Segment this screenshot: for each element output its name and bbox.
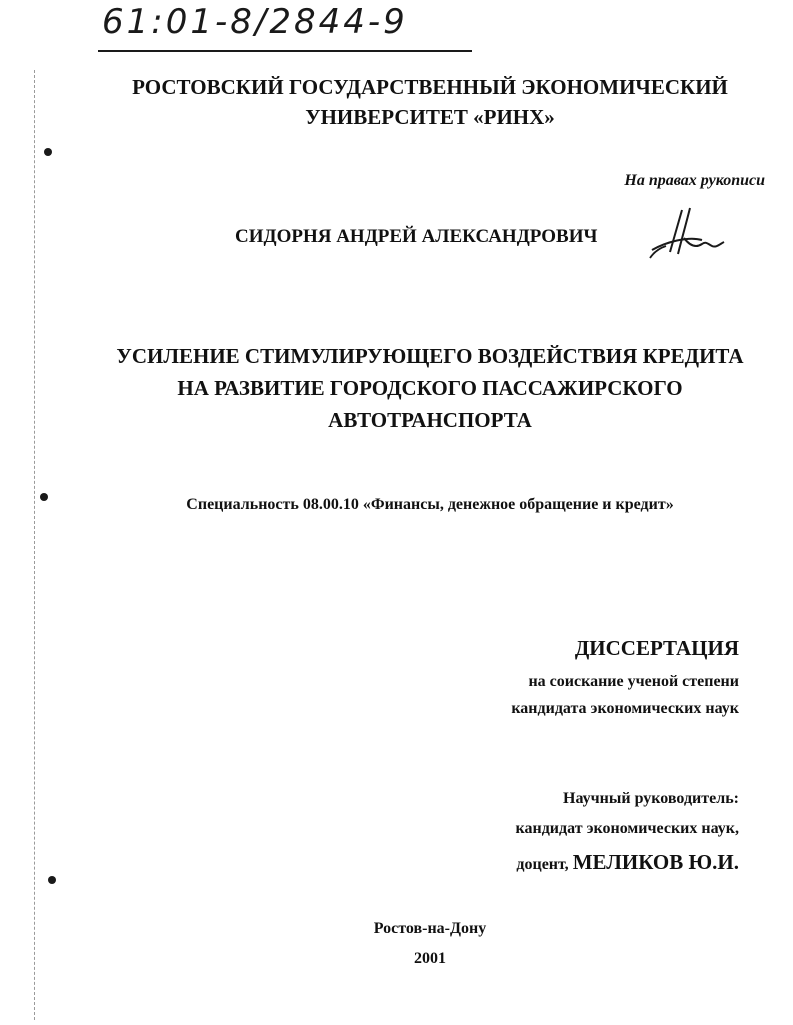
author-signature — [644, 206, 728, 264]
scan-edge-line — [34, 70, 35, 1020]
manuscript-note: На правах рукописи — [624, 172, 765, 189]
city: Ростов-на-Дону — [373, 920, 487, 937]
advisor-title: доцент, — [516, 856, 569, 873]
title-line: НА РАЗВИТИЕ ГОРОДСКОГО ПАССАЖИРСКОГО — [177, 376, 683, 400]
university-name — [0, 72, 793, 132]
advisor-surname: МЕЛИКОВ Ю.И. — [572, 850, 739, 874]
archive-number-underline — [98, 50, 472, 52]
title-line: УСИЛЕНИЕ СТИМУЛИРУЮЩЕГО ВОЗДЕЙСТВИЯ КРЕДИТА — [116, 344, 744, 368]
dissertation-title — [0, 340, 793, 436]
advisor-name — [516, 850, 739, 875]
binding-hole-mark — [48, 876, 56, 884]
advisor-degree: кандидат экономических наук, — [515, 820, 739, 837]
university-name-line: РОСТОВСКИЙ ГОСУДАРСТВЕННЫЙ ЭКОНОМИЧЕСКИЙ — [132, 75, 728, 99]
title-line: АВТОТРАНСПОРТА — [328, 408, 532, 432]
degree-line: кандидата экономических наук — [511, 700, 739, 717]
year: 2001 — [414, 950, 446, 967]
archive-number: 61:01-8/2844-9 — [102, 2, 408, 42]
university-name-line: УНИВЕРСИТЕТ «РИНХ» — [305, 105, 555, 129]
specialty-line: Специальность 08.00.10 «Финансы, денежное обращение и кредит» — [186, 496, 674, 513]
dissertation-label: ДИССЕРТАЦИЯ — [574, 636, 739, 660]
degree-line: на соискание ученой степени — [528, 673, 739, 690]
advisor-label: Научный руководитель: — [563, 790, 739, 807]
author-name: СИДОРНЯ АНДРЕЙ АЛЕКСАНДРОВИЧ — [235, 226, 598, 247]
binding-hole-mark — [44, 148, 52, 156]
